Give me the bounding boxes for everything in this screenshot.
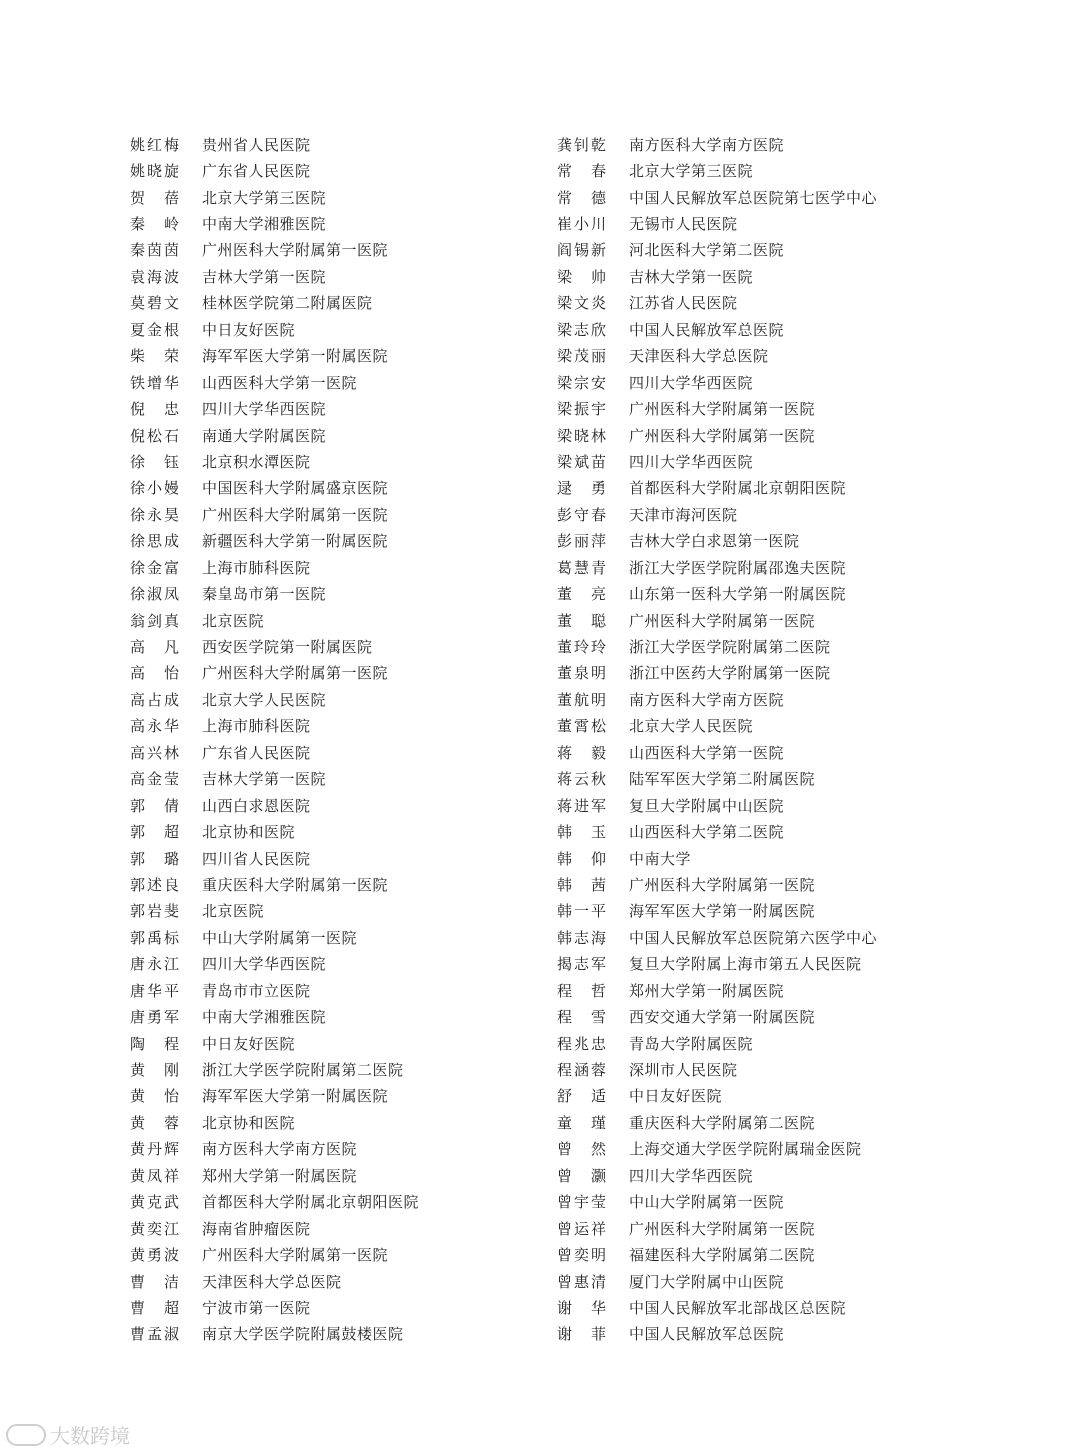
- hospital-name: 青岛大学附属医院: [629, 1034, 754, 1053]
- person-name: 董霄松: [557, 717, 609, 736]
- hospital-name: 河北医科大学第二医院: [629, 241, 785, 260]
- hospital-name: 南方医科大学南方医院: [629, 690, 785, 709]
- hospital-name: 南通大学附属医院: [202, 426, 327, 445]
- hospital-name: 北京大学人民医院: [202, 690, 327, 709]
- list-item: [130, 1109, 550, 1135]
- person-name: 莫碧文: [130, 294, 182, 313]
- list-item: [130, 792, 550, 818]
- list-item: [557, 369, 997, 395]
- person-name: 蒋云秋: [557, 770, 609, 789]
- list-item: [557, 528, 997, 554]
- person-name: 徐小嫚: [130, 479, 182, 498]
- person-name: 高兴林: [130, 743, 182, 762]
- person-name: 韩 茜: [557, 875, 609, 894]
- list-item: [130, 263, 550, 289]
- hospital-name: 郑州大学第一附属医院: [202, 1166, 358, 1185]
- left-column: [130, 131, 550, 1347]
- hospital-name: 广东省人民医院: [202, 743, 311, 762]
- list-item: [130, 580, 550, 606]
- person-name: 郭岩斐: [130, 902, 182, 921]
- person-name: 揭志军: [557, 955, 609, 974]
- person-name: 曾奕明: [557, 1246, 609, 1265]
- person-name: 董航明: [557, 690, 609, 709]
- hospital-name: 北京积水潭医院: [202, 452, 311, 471]
- person-name: 黄 蓉: [130, 1113, 182, 1132]
- person-name: 梁茂丽: [557, 347, 609, 366]
- list-item: [557, 395, 997, 421]
- hospital-name: 浙江中医药大学附属第一医院: [629, 664, 831, 683]
- hospital-name: 中国人民解放军总医院第七医学中心: [629, 188, 878, 207]
- hospital-name: 中国人民解放军总医院第六医学中心: [629, 928, 878, 947]
- person-name: 曾惠清: [557, 1272, 609, 1291]
- hospital-name: 中南大学湘雅医院: [202, 1008, 327, 1027]
- hospital-name: 郑州大学第一附属医院: [629, 981, 785, 1000]
- hospital-name: 广州医科大学附属第一医院: [629, 400, 816, 419]
- person-name: 姚红梅: [130, 135, 182, 154]
- hospital-name: 吉林大学第一医院: [629, 267, 754, 286]
- hospital-name: 北京大学人民医院: [629, 717, 754, 736]
- person-name: 梁宗安: [557, 373, 609, 392]
- hospital-name: 中山大学附属第一医院: [202, 928, 358, 947]
- list-item: [557, 1294, 997, 1320]
- person-name: 铁增华: [130, 373, 182, 392]
- hospital-name: 北京医院: [202, 611, 265, 630]
- person-name: 姚晓旋: [130, 162, 182, 181]
- person-name: 葛慧青: [557, 558, 609, 577]
- list-item: [130, 1321, 550, 1347]
- person-name: 梁 帅: [557, 267, 609, 286]
- hospital-name: 深圳市人民医院: [629, 1061, 738, 1080]
- person-name: 曾 灏: [557, 1166, 609, 1185]
- list-item: [557, 263, 997, 289]
- list-item: [557, 448, 997, 474]
- list-item: [557, 766, 997, 792]
- person-name: 曹 超: [130, 1298, 182, 1317]
- person-name: 陶 程: [130, 1034, 182, 1053]
- hospital-name: 广州医科大学附属第一医院: [202, 505, 389, 524]
- person-name: 梁文炎: [557, 294, 609, 313]
- hospital-name: 广州医科大学附属第一医院: [202, 1246, 389, 1265]
- list-item: [130, 1241, 550, 1267]
- hospital-name: 山西医科大学第一医院: [629, 743, 785, 762]
- hospital-name: 中南大学: [629, 849, 692, 868]
- list-item: [557, 210, 997, 236]
- person-name: 高占成: [130, 690, 182, 709]
- hospital-name: 西安交通大学第一附属医院: [629, 1008, 816, 1027]
- hospital-name: 四川省人民医院: [202, 849, 311, 868]
- hospital-name: 中日友好医院: [202, 320, 296, 339]
- list-item: [130, 343, 550, 369]
- list-item: [557, 977, 997, 1003]
- list-item: [557, 1321, 997, 1347]
- hospital-name: 无锡市人民医院: [629, 215, 738, 234]
- person-name: 翁剑真: [130, 611, 182, 630]
- hospital-name: 上海市肺科医院: [202, 558, 311, 577]
- list-item: [557, 157, 997, 183]
- hospital-name: 山西医科大学第一医院: [202, 373, 358, 392]
- hospital-name: 海军军医大学第一附属医院: [629, 902, 816, 921]
- list-item: [130, 369, 550, 395]
- hospital-name: 广州医科大学附属第一医院: [629, 1219, 816, 1238]
- person-name: 黄奕江: [130, 1219, 182, 1238]
- person-name: 郭 璐: [130, 849, 182, 868]
- list-item: [557, 1162, 997, 1188]
- list-item: [130, 290, 550, 316]
- list-item: [130, 713, 550, 739]
- person-name: 韩 玉: [557, 823, 609, 842]
- hospital-name: 新疆医科大学第一附属医院: [202, 532, 389, 551]
- list-item: [130, 422, 550, 448]
- hospital-name: 中南大学湘雅医院: [202, 215, 327, 234]
- person-name: 蒋进军: [557, 796, 609, 815]
- hospital-name: 中国人民解放军总医院: [629, 1325, 785, 1344]
- hospital-name: 陆军军医大学第二附属医院: [629, 770, 816, 789]
- hospital-name: 北京大学第三医院: [629, 162, 754, 181]
- watermark: [6, 1420, 130, 1449]
- list-item: [130, 977, 550, 1003]
- watermark-logo-icon: [6, 1424, 46, 1446]
- person-name: 郭述良: [130, 875, 182, 894]
- list-item: [130, 1294, 550, 1320]
- list-item: [130, 1215, 550, 1241]
- person-name: 高金莹: [130, 770, 182, 789]
- person-name: 黄克武: [130, 1193, 182, 1212]
- person-name: 阎锡新: [557, 241, 609, 260]
- list-item: [130, 528, 550, 554]
- list-item: [557, 290, 997, 316]
- list-item: [557, 818, 997, 844]
- person-name: 龚钊乾: [557, 135, 609, 154]
- person-name: 程 哲: [557, 981, 609, 1000]
- list-item: [557, 131, 997, 157]
- hospital-name: 四川大学华西医院: [202, 400, 327, 419]
- list-item: [557, 1189, 997, 1215]
- list-item: [557, 1215, 997, 1241]
- hospital-name: 山西医科大学第二医院: [629, 823, 785, 842]
- person-name: 徐金富: [130, 558, 182, 577]
- hospital-name: 四川大学华西医院: [629, 1166, 754, 1185]
- list-item: [557, 871, 997, 897]
- hospital-name: 中日友好医院: [202, 1034, 296, 1053]
- hospital-name: 复旦大学附属上海市第五人民医院: [629, 955, 862, 974]
- hospital-name: 海南省肿瘤医院: [202, 1219, 311, 1238]
- list-item: [557, 580, 997, 606]
- hospital-name: 上海市肺科医院: [202, 717, 311, 736]
- list-item: [130, 1030, 550, 1056]
- hospital-name: 南方医科大学南方医院: [202, 1140, 358, 1159]
- list-item: [557, 792, 997, 818]
- list-item: [557, 422, 997, 448]
- list-item: [557, 660, 997, 686]
- list-item: [557, 607, 997, 633]
- hospital-name: 复旦大学附属中山医院: [629, 796, 785, 815]
- list-item: [130, 395, 550, 421]
- list-item: [130, 660, 550, 686]
- hospital-name: 四川大学华西医院: [202, 955, 327, 974]
- list-item: [130, 1268, 550, 1294]
- person-name: 董 聪: [557, 611, 609, 630]
- hospital-name: 四川大学华西医院: [629, 373, 754, 392]
- person-name: 程涵蓉: [557, 1061, 609, 1080]
- list-item: [557, 1109, 997, 1135]
- person-name: 倪 忠: [130, 400, 182, 419]
- person-name: 黄丹辉: [130, 1140, 182, 1159]
- list-item: [130, 131, 550, 157]
- list-item: [130, 739, 550, 765]
- list-item: [557, 1083, 997, 1109]
- hospital-name: 北京协和医院: [202, 823, 296, 842]
- person-name: 曾运祥: [557, 1219, 609, 1238]
- person-name: 贺 蓓: [130, 188, 182, 207]
- list-item: [130, 184, 550, 210]
- person-name: 董 亮: [557, 585, 609, 604]
- person-name: 黄 刚: [130, 1061, 182, 1080]
- person-name: 梁晓林: [557, 426, 609, 445]
- hospital-name: 浙江大学医学院附属邵逸夫医院: [629, 558, 847, 577]
- hospital-name: 山西白求恩医院: [202, 796, 311, 815]
- person-name: 崔小川: [557, 215, 609, 234]
- hospital-name: 宁波市第一医院: [202, 1298, 311, 1317]
- list-item: [557, 1030, 997, 1056]
- person-name: 唐勇军: [130, 1008, 182, 1027]
- list-item: [130, 898, 550, 924]
- hospital-name: 中国人民解放军北部战区总医院: [629, 1298, 847, 1317]
- watermark-text: 大数跨境: [50, 1424, 130, 1448]
- person-name: 梁振宇: [557, 400, 609, 419]
- person-name: 程兆忠: [557, 1034, 609, 1053]
- hospital-name: 贵州省人民医院: [202, 135, 311, 154]
- list-item: [130, 237, 550, 263]
- hospital-name: 北京协和医院: [202, 1113, 296, 1132]
- person-name: 徐永昊: [130, 505, 182, 524]
- person-name: 郭 超: [130, 823, 182, 842]
- person-name: 郭 倩: [130, 796, 182, 815]
- hospital-name: 吉林大学第一医院: [202, 267, 327, 286]
- list-item: [557, 184, 997, 210]
- hospital-name: 北京大学第三医院: [202, 188, 327, 207]
- hospital-name: 天津医科大学总医院: [629, 347, 769, 366]
- person-name: 袁海波: [130, 267, 182, 286]
- list-item: [557, 633, 997, 659]
- person-name: 蒋 毅: [557, 743, 609, 762]
- person-name: 黄 怡: [130, 1087, 182, 1106]
- list-item: [130, 633, 550, 659]
- person-name: 董泉明: [557, 664, 609, 683]
- list-item: [130, 501, 550, 527]
- person-name: 曹 洁: [130, 1272, 182, 1291]
- person-name: 梁斌苗: [557, 452, 609, 471]
- hospital-name: 广州医科大学附属第一医院: [202, 664, 389, 683]
- person-name: 常 春: [557, 162, 609, 181]
- hospital-name: 广东省人民医院: [202, 162, 311, 181]
- person-name: 常 德: [557, 188, 609, 207]
- list-item: [557, 713, 997, 739]
- hospital-name: 上海交通大学医学院附属瑞金医院: [629, 1140, 862, 1159]
- list-item: [557, 343, 997, 369]
- person-name: 秦茵茵: [130, 241, 182, 260]
- hospital-name: 秦皇岛市第一医院: [202, 585, 327, 604]
- hospital-name: 厦门大学附属中山医院: [629, 1272, 785, 1291]
- hospital-name: 西安医学院第一附属医院: [202, 638, 373, 657]
- hospital-name: 吉林大学第一医院: [202, 770, 327, 789]
- hospital-name: 浙江大学医学院附属第二医院: [629, 638, 831, 657]
- hospital-name: 天津医科大学总医院: [202, 1272, 342, 1291]
- person-name: 梁志欣: [557, 320, 609, 339]
- hospital-name: 福建医科大学附属第二医院: [629, 1246, 816, 1265]
- hospital-name: 广州医科大学附属第一医院: [629, 426, 816, 445]
- hospital-name: 重庆医科大学附属第二医院: [629, 1113, 816, 1132]
- person-name: 童 瑾: [557, 1113, 609, 1132]
- hospital-name: 首都医科大学附属北京朝阳医院: [202, 1193, 420, 1212]
- person-name: 夏金根: [130, 320, 182, 339]
- hospital-name: 天津市海河医院: [629, 505, 738, 524]
- person-name: 程 雪: [557, 1008, 609, 1027]
- hospital-name: 中日友好医院: [629, 1087, 723, 1106]
- hospital-name: 浙江大学医学院附属第二医院: [202, 1061, 404, 1080]
- list-item: [557, 898, 997, 924]
- list-item: [130, 1136, 550, 1162]
- list-item: [557, 316, 997, 342]
- person-name: 曾宇莹: [557, 1193, 609, 1212]
- hospital-name: 海军军医大学第一附属医院: [202, 347, 389, 366]
- list-item: [130, 607, 550, 633]
- hospital-name: 四川大学华西医院: [629, 452, 754, 471]
- person-name: 高 怡: [130, 664, 182, 683]
- person-name: 高永华: [130, 717, 182, 736]
- person-name: 郭禹标: [130, 928, 182, 947]
- hospital-name: 吉林大学白求恩第一医院: [629, 532, 800, 551]
- hospital-name: 中国人民解放军总医院: [629, 320, 785, 339]
- person-name: 秦 岭: [130, 215, 182, 234]
- list-item: [130, 1189, 550, 1215]
- hospital-name: 中山大学附属第一医院: [629, 1193, 785, 1212]
- list-item: [557, 475, 997, 501]
- person-name: 柴 荣: [130, 347, 182, 366]
- list-item: [130, 1003, 550, 1029]
- list-item: [557, 237, 997, 263]
- hospital-name: 桂林医学院第二附属医院: [202, 294, 373, 313]
- person-name: 徐思成: [130, 532, 182, 551]
- person-name: 黄凤祥: [130, 1166, 182, 1185]
- person-name: 黄勇波: [130, 1246, 182, 1265]
- hospital-name: 海军军医大学第一附属医院: [202, 1087, 389, 1106]
- list-item: [557, 845, 997, 871]
- list-item: [130, 448, 550, 474]
- hospital-name: 南京大学医学院附属鼓楼医院: [202, 1325, 404, 1344]
- list-item: [557, 1268, 997, 1294]
- hospital-name: 南方医科大学南方医院: [629, 135, 785, 154]
- hospital-name: 青岛市市立医院: [202, 981, 311, 1000]
- hospital-name: 广州医科大学附属第一医院: [629, 875, 816, 894]
- list-item: [130, 1162, 550, 1188]
- person-name: 彭守春: [557, 505, 609, 524]
- list-item: [557, 554, 997, 580]
- list-item: [130, 1083, 550, 1109]
- list-item: [130, 316, 550, 342]
- person-name: 韩一平: [557, 902, 609, 921]
- list-item: [130, 818, 550, 844]
- list-item: [130, 924, 550, 950]
- person-name: 逯 勇: [557, 479, 609, 498]
- list-item: [557, 951, 997, 977]
- list-item: [130, 951, 550, 977]
- list-item: [557, 1136, 997, 1162]
- hospital-name: 中国医科大学附属盛京医院: [202, 479, 389, 498]
- person-name: 谢 华: [557, 1298, 609, 1317]
- list-item: [557, 686, 997, 712]
- person-name: 曹孟淑: [130, 1325, 182, 1344]
- person-name: 徐 钰: [130, 452, 182, 471]
- list-item: [130, 210, 550, 236]
- hospital-name: 山东第一医科大学第一附属医院: [629, 585, 847, 604]
- hospital-name: 首都医科大学附属北京朝阳医院: [629, 479, 847, 498]
- list-item: [130, 1056, 550, 1082]
- list-item: [557, 501, 997, 527]
- list-item: [557, 924, 997, 950]
- person-name: 谢 菲: [557, 1325, 609, 1344]
- person-name: 倪松石: [130, 426, 182, 445]
- person-name: 唐华平: [130, 981, 182, 1000]
- right-column: [557, 131, 997, 1347]
- list-item: [130, 554, 550, 580]
- person-name: 韩 仰: [557, 849, 609, 868]
- person-name: 韩志海: [557, 928, 609, 947]
- list-item: [130, 766, 550, 792]
- hospital-name: 北京医院: [202, 902, 265, 921]
- hospital-name: 江苏省人民医院: [629, 294, 738, 313]
- person-name: 高 凡: [130, 638, 182, 657]
- person-name: 曾 然: [557, 1140, 609, 1159]
- person-name: 唐永江: [130, 955, 182, 974]
- list-item: [557, 739, 997, 765]
- list-item: [557, 1003, 997, 1029]
- list-item: [130, 686, 550, 712]
- list-item: [557, 1056, 997, 1082]
- person-name: 徐淑凤: [130, 585, 182, 604]
- list-item: [130, 871, 550, 897]
- person-name: 彭丽萍: [557, 532, 609, 551]
- list-item: [557, 1241, 997, 1267]
- hospital-name: 重庆医科大学附属第一医院: [202, 875, 389, 894]
- hospital-name: 广州医科大学附属第一医院: [202, 241, 389, 260]
- list-item: [130, 475, 550, 501]
- list-item: [130, 157, 550, 183]
- person-name: 舒 适: [557, 1087, 609, 1106]
- person-name: 董玲玲: [557, 638, 609, 657]
- list-item: [130, 845, 550, 871]
- hospital-name: 广州医科大学附属第一医院: [629, 611, 816, 630]
